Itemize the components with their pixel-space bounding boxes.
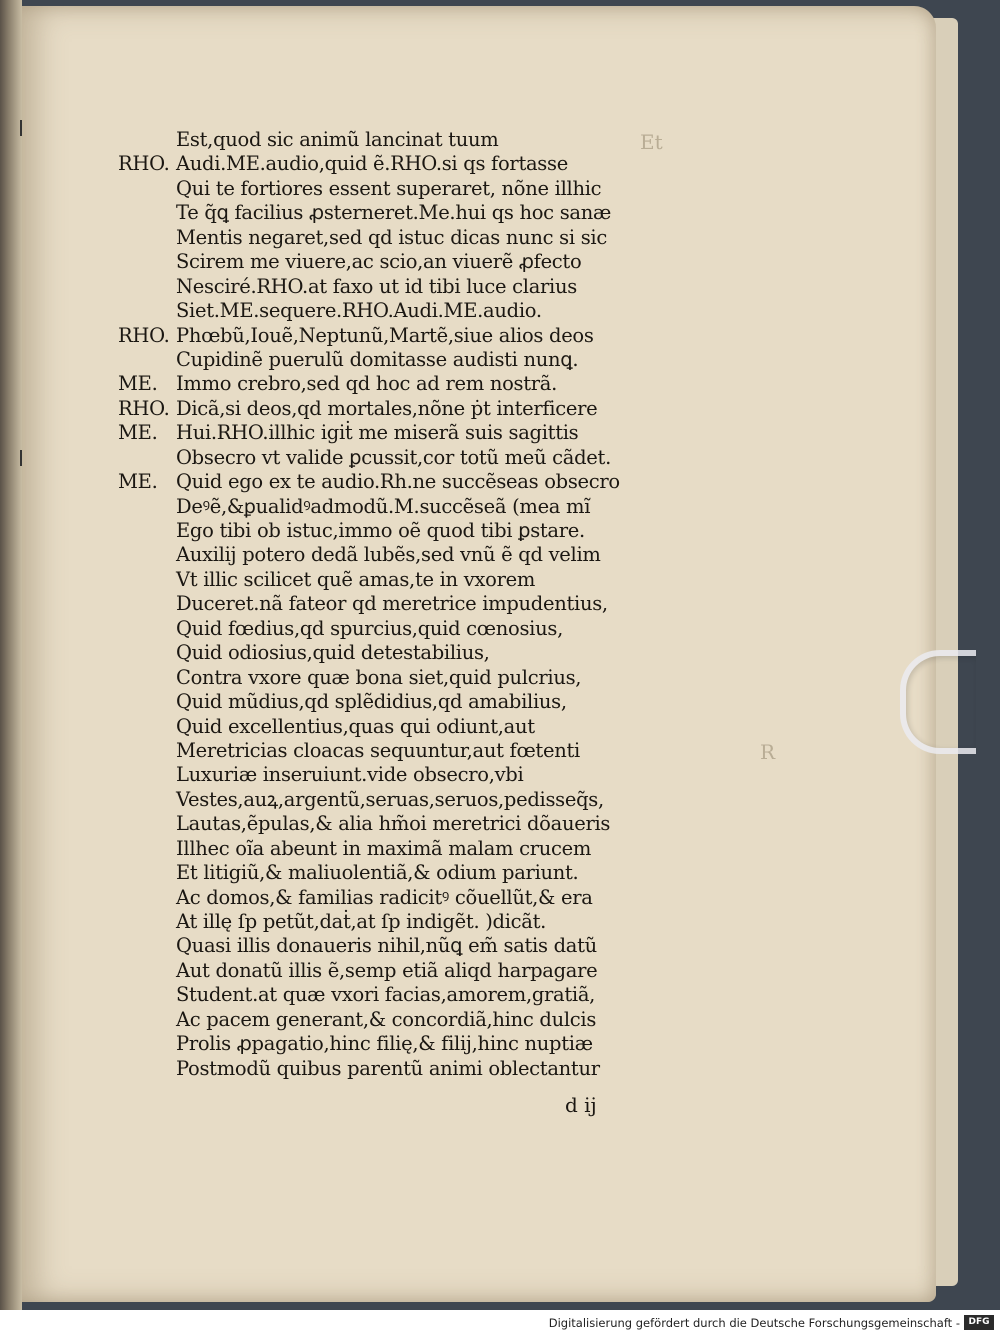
line-text: Vestes,auꝝ,argentũ,seruas,seruos,pedisseq̃s, (176, 787, 604, 811)
margin-mark (20, 120, 22, 136)
line-text: Hui.RHO.illhic igiṫ me miserã suis sagittis (176, 421, 579, 445)
footer-credit: Digitalisierung gefördert durch die Deutsche Forschungsgemeinschaft - (548, 1316, 960, 1330)
text-line (118, 763, 678, 787)
line-text: Contra vxore quæ bona siet,quid pulcrius, (176, 665, 582, 689)
line-text: Qui te fortiores essent superaret, nõne illhic (176, 176, 602, 200)
line-text: Scirem me viuere,ac scio,an viuerẽ ꝓfecto (176, 250, 582, 274)
text-line (118, 910, 678, 934)
line-text: Mentis negaret,sed qd istuc dicas nunc si sic (176, 225, 607, 249)
bleed-through: Et (640, 130, 663, 154)
text-line (118, 250, 678, 274)
text-line (118, 275, 678, 299)
text-line (118, 861, 678, 885)
speaker-label: RHO. (118, 152, 170, 176)
line-text: Quasi illis donaueris nihil,nũꝗ em̃ satis datũ (176, 934, 597, 958)
line-text: Prolis ꝓpagatio,hinc filię,& filij,hinc nuptiæ (176, 1032, 593, 1056)
line-text: Illhec oĩa abeunt in maximã malam crucem (176, 836, 592, 860)
line-text: Auxilij potero dedã lubẽs,sed vnũ ẽ qd velim (176, 543, 601, 567)
text-line (118, 348, 678, 372)
line-text: Quid fœdius,qd spurcius,quid cœnosius, (176, 616, 563, 640)
dfg-logo: DFG (964, 1315, 994, 1330)
text-line (118, 617, 678, 641)
line-text: Siet.ME.sequere.RHO.Audi.ME.audio. (176, 299, 542, 323)
text-line (118, 372, 678, 396)
text-line (118, 690, 678, 714)
text-line (118, 715, 678, 739)
bleed-through: R (760, 740, 776, 764)
speaker-label: ME. (118, 470, 158, 494)
text-line (118, 470, 678, 494)
line-text: Et litigiũ,& maliuolentiã,& odium pariunt. (176, 861, 579, 885)
line-text: Est,quod sic animũ lancinat tuum (176, 128, 499, 151)
line-text: At illę ſp petũt,daṫ,at ſp indigẽt. )dicãt. (176, 910, 547, 933)
line-text: Phœbũ,Iouẽ,Neptunũ,Martẽ,siue alios deos (176, 323, 594, 347)
text-line (118, 128, 678, 152)
speaker-label: RHO. (118, 323, 170, 347)
line-text: Ego tibi ob istuc,immo oẽ quod tibi ꝑstare. (176, 519, 585, 542)
text-line (118, 568, 678, 592)
text-line (118, 177, 678, 201)
text-line (118, 788, 678, 812)
line-text: Te q̃ꝗ facilius ꝓsterneret.Me.hui qs hoc sanæ (176, 201, 612, 225)
line-text: Quid ego ex te audio.Rh.ne succẽseas obsecro (176, 470, 620, 494)
margin-mark (20, 450, 22, 466)
page-clip (900, 650, 976, 754)
line-text: Audi.ME.audio,quid ẽ.RHO.si qs fortasse (176, 152, 568, 176)
text-line (118, 495, 678, 519)
line-text: Cupidinẽ puerulũ domitasse audisti nunꝗ. (176, 347, 579, 371)
footer-bar (0, 1310, 1000, 1338)
text-line (118, 983, 678, 1007)
line-text: Aut donatũ illis ẽ,semp etiã aliqd harpagare (176, 958, 598, 982)
text-block (118, 128, 678, 1081)
text-line (118, 934, 678, 958)
line-text: Meretricias cloacas sequuntur,aut fœtenti (176, 738, 580, 762)
text-line (118, 666, 678, 690)
text-line (118, 739, 678, 763)
text-line (118, 446, 678, 470)
text-line (118, 1032, 678, 1056)
text-line (118, 641, 678, 665)
text-line (118, 519, 678, 543)
book-spine (0, 0, 22, 1310)
speaker-label: RHO. (118, 396, 170, 420)
speaker-label: ME. (118, 421, 158, 445)
line-text: Student.at quæ vxori facias,amorem,gratiã, (176, 983, 596, 1007)
line-text: Quid excellentius,quas qui odiunt,aut (176, 714, 535, 738)
text-line (118, 812, 678, 836)
text-line (118, 959, 678, 983)
line-text: Obsecro vt valide ꝑcussit,cor totũ meũ cãdet. (176, 445, 611, 469)
text-line (118, 324, 678, 348)
text-line (118, 201, 678, 225)
line-text: Immo crebro,sed qd hoc ad rem nostrã. (176, 372, 558, 396)
line-text: Dicã,si deos,qd mortales,nõne ṗt interficere (176, 396, 598, 420)
text-line (118, 1008, 678, 1032)
signature-mark: d ij (565, 1093, 597, 1117)
line-text: Nesciré.RHO.at faxo ut id tibi luce clarius (176, 274, 577, 298)
text-line (118, 592, 678, 616)
text-line (118, 886, 678, 910)
line-text: Deꝰẽ,&ꝑualidꝰadmodũ.M.succẽseã (mea mĩ (176, 494, 591, 518)
text-line (118, 226, 678, 250)
text-line (118, 837, 678, 861)
text-line (118, 1057, 678, 1081)
line-text: Luxuriæ inseruiunt.vide obsecro,vbi (176, 763, 524, 787)
line-text: Postmodũ quibus parentũ animi oblectantur (176, 1056, 600, 1080)
line-text: Quid mũdius,qd splẽdidius,qd amabilius, (176, 690, 567, 714)
line-text: Lautas,ẽpulas,& alia hm̃oi meretrici dõaueris (176, 812, 611, 836)
text-line (118, 421, 678, 445)
line-text: Ac domos,& familias radicitꝰ cõuellũt,& era (176, 885, 593, 909)
line-text: Duceret.nã fateor qd meretrice impudentius, (176, 592, 608, 616)
speaker-label: ME. (118, 372, 158, 396)
text-line (118, 543, 678, 567)
text-line (118, 152, 678, 176)
text-line (118, 397, 678, 421)
text-line (118, 299, 678, 323)
line-text: Quid odiosius,quid detestabilius, (176, 641, 490, 665)
line-text: Vt illic scilicet quẽ amas,te in vxorem (176, 567, 536, 591)
line-text: Ac pacem generant,& concordiã,hinc dulcis (176, 1007, 597, 1031)
